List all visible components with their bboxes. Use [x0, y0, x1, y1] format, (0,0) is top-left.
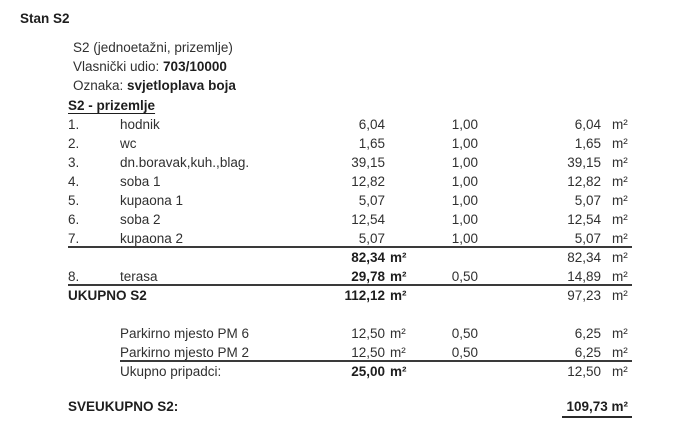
area-unit: m² [385, 343, 412, 362]
room-row-soba2 [68, 210, 632, 229]
parking-row-pm2 [68, 343, 632, 362]
room-row-kupaona1 [68, 191, 632, 210]
room-label: kupaona 1 [120, 193, 184, 208]
result-value: 12,82 [567, 174, 601, 189]
row-number: 6. [68, 212, 80, 227]
owner-share-line [73, 57, 687, 76]
result-value: 6,25 [478, 343, 601, 362]
coefficient-value: 1,00 [451, 136, 478, 151]
coefficient-value: 0,50 [412, 267, 478, 286]
area-unit [385, 210, 412, 229]
result-value: 39,15 [567, 155, 601, 170]
room-label [120, 248, 270, 267]
spacer [68, 305, 632, 324]
grand-total-label: SVEUKUPNO S2: [68, 399, 179, 414]
unit-label: m² [612, 155, 628, 170]
area-unit: m² [385, 267, 412, 286]
area-value: 6,04 [358, 117, 385, 132]
unit-label: m² [612, 250, 628, 265]
result-value: 14,89 [478, 267, 601, 286]
result-value: 5,07 [574, 193, 601, 208]
room-label: soba 2 [120, 212, 161, 227]
pripadci-total-label: Ukupno pripadci: [120, 364, 222, 379]
area-value: 29,78 [270, 267, 385, 286]
coefficient-value: 1,00 [451, 117, 478, 132]
area-value: 5,07 [270, 229, 385, 248]
unit-label: m² [612, 117, 628, 132]
unit-label: m² [612, 326, 628, 341]
spacer [368, 397, 562, 416]
area-unit [385, 191, 412, 210]
area-value: 12,82 [351, 174, 385, 189]
area-unit [385, 172, 412, 191]
row-number [68, 324, 120, 343]
result-value: 12,54 [567, 212, 601, 227]
row-number [68, 248, 120, 267]
row-number: 8. [68, 267, 120, 286]
coefficient-value [412, 286, 478, 305]
room-label: wc [120, 136, 137, 151]
coefficient-value: 0,50 [412, 343, 478, 362]
area-value: 39,15 [351, 155, 385, 170]
unit-label: m² [601, 343, 632, 362]
coefficient-value: 1,00 [451, 174, 478, 189]
area-unit [385, 229, 412, 248]
mark-label: Oznaka: [73, 78, 128, 93]
parking-row-pm6 [68, 324, 632, 343]
mark-line [73, 76, 687, 95]
result-value: 6,25 [574, 326, 601, 341]
section-heading: S2 - prizemlje [68, 98, 156, 113]
ukupno-row [68, 286, 632, 305]
row-number: 1. [68, 117, 80, 132]
room-label: terasa [120, 267, 270, 286]
row-number: 3. [68, 155, 80, 170]
result-value: 82,34 [567, 250, 601, 265]
unit-label: m² [612, 364, 628, 379]
mark-value: svjetloplava boja [127, 78, 236, 93]
info-block [73, 38, 687, 95]
ukupno-area-unit: m² [390, 288, 407, 303]
parking-label: Parkirno mjesto PM 6 [120, 326, 250, 341]
row-number: 7. [68, 229, 120, 248]
room-row-hodnik [68, 115, 632, 134]
pripadci-total-row [68, 362, 632, 381]
subtotal-area-value: 82,34 [351, 250, 385, 265]
grand-total-row [68, 397, 632, 416]
room-row-kupaona2 [68, 229, 632, 248]
ukupno-label: UKUPNO S2 [68, 288, 147, 303]
pripadci-total-area: 25,00 [351, 364, 385, 379]
apartment-type-line: S2 (jednoetažni, prizemlje) [73, 40, 233, 55]
room-label: kupaona 2 [120, 229, 270, 248]
area-unit [385, 153, 412, 172]
coefficient-value [412, 362, 478, 381]
terasa-row [68, 267, 632, 286]
area-table [68, 115, 632, 381]
coefficient-value: 1,00 [412, 229, 478, 248]
room-label: soba 1 [120, 174, 161, 189]
coefficient-value: 1,00 [451, 193, 478, 208]
unit-label: m² [601, 267, 632, 286]
result-value: 12,50 [567, 364, 601, 379]
unit-label: m² [612, 193, 628, 208]
row-number: 4. [68, 174, 80, 189]
room-row-soba1 [68, 172, 632, 191]
area-value: 12,50 [351, 326, 385, 341]
ukupno-area-value: 112,12 [344, 288, 385, 303]
coefficient-value: 1,00 [451, 212, 478, 227]
result-value: 6,04 [574, 117, 601, 132]
coefficient-value: 0,50 [451, 326, 478, 341]
row-number [68, 343, 120, 362]
room-row-boravak [68, 153, 632, 172]
coefficient-value: 1,00 [451, 155, 478, 170]
area-value: 5,07 [358, 193, 385, 208]
row-number [68, 362, 120, 381]
room-label: hodnik [120, 117, 160, 132]
area-value: 1,65 [358, 136, 385, 151]
unit-label: m² [612, 136, 628, 151]
area-unit [385, 134, 412, 153]
area-unit: m² [390, 326, 406, 341]
room-label: dn.boravak,kuh.,blag. [120, 155, 250, 170]
room-row-wc [68, 134, 632, 153]
owner-share-value: 703/10000 [163, 59, 227, 74]
unit-label: m² [612, 174, 628, 189]
row-number: 5. [68, 193, 80, 208]
unit-label: m² [612, 212, 628, 227]
doc-title: Stan S2 [20, 11, 70, 26]
parking-label: Parkirno mjesto PM 2 [120, 343, 270, 362]
coefficient-value [412, 248, 478, 267]
spacer [0, 381, 687, 397]
result-value: 97,23 [567, 288, 601, 303]
area-unit [385, 115, 412, 134]
subtotal-area-unit: m² [390, 250, 407, 265]
unit-label: m² [601, 229, 632, 248]
result-value: 1,65 [574, 136, 601, 151]
row-number: 2. [68, 136, 80, 151]
grand-total-value: 109,73 m² [562, 397, 632, 418]
unit-label: m² [612, 288, 628, 303]
result-value: 5,07 [478, 229, 601, 248]
pripadci-total-area-unit: m² [390, 364, 407, 379]
owner-share-label: Vlasnički udio: [73, 59, 164, 74]
area-value: 12,50 [270, 343, 385, 362]
subtotal-row [68, 248, 632, 267]
area-value: 12,54 [351, 212, 385, 227]
